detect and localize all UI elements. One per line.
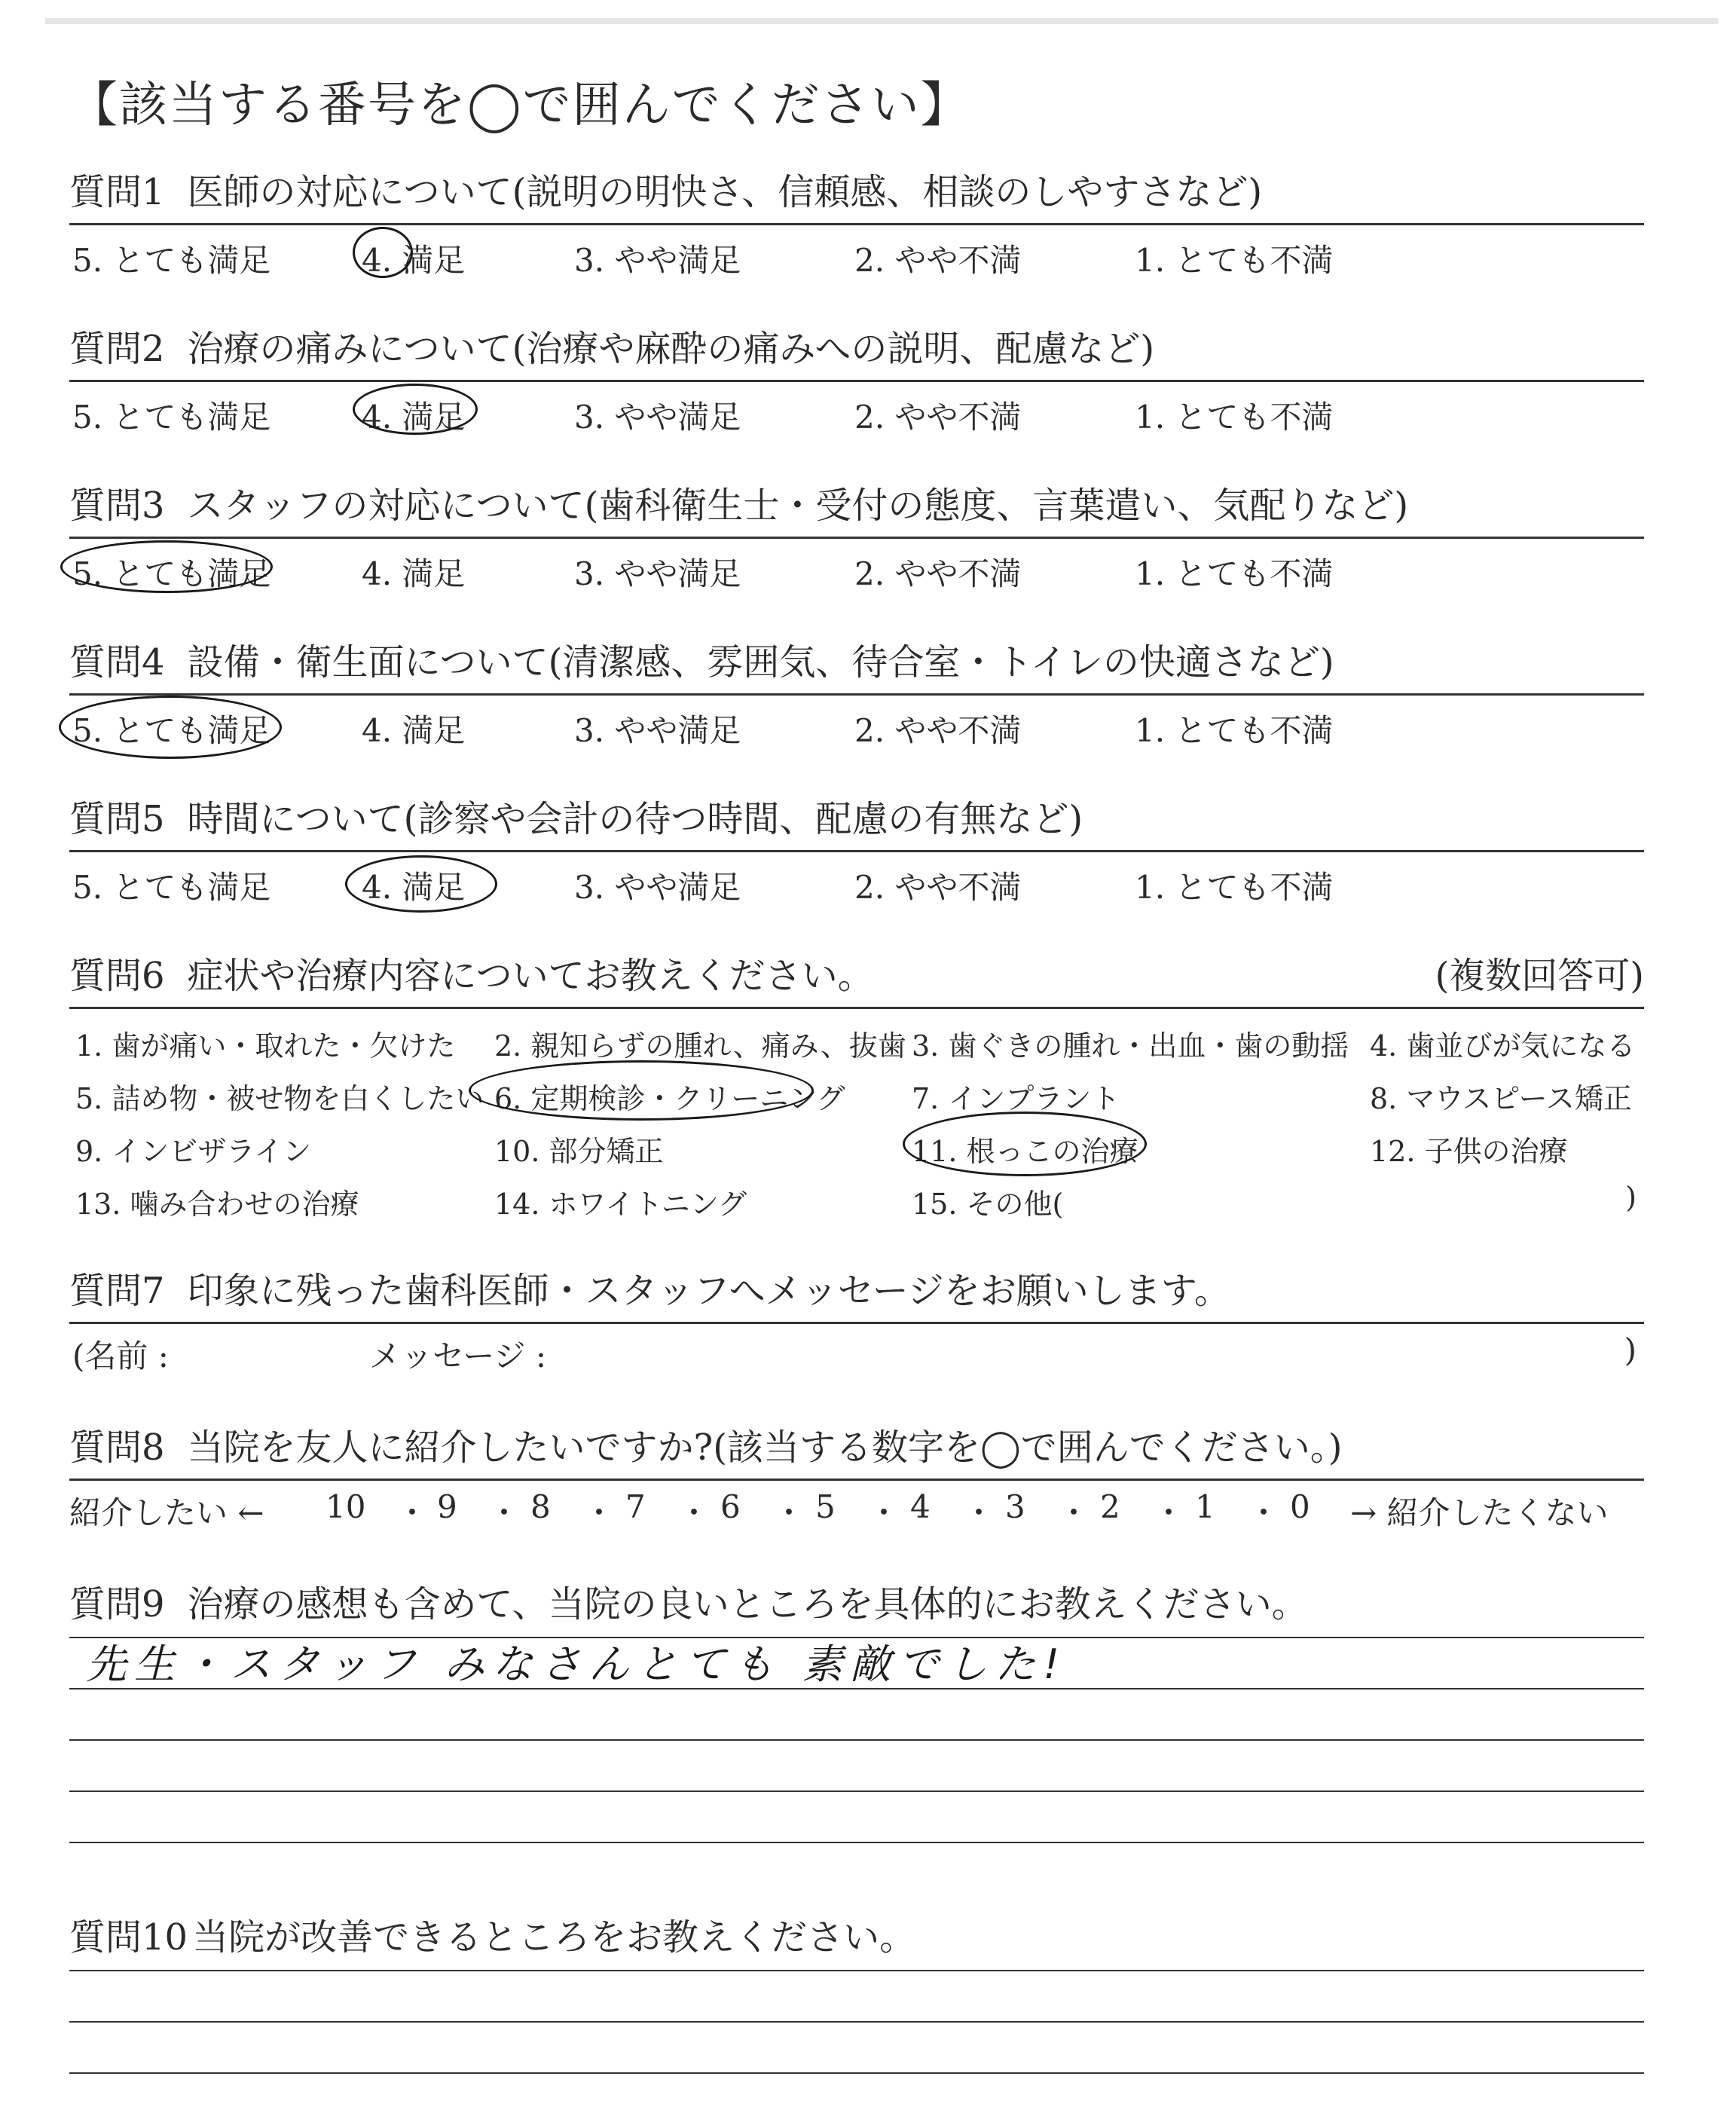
scale-value[interactable]: 0: [1290, 1488, 1310, 1525]
question-number: 質問10: [69, 1916, 188, 1959]
treatment-option-other[interactable]: 15. その他(: [912, 1188, 1064, 1221]
treatment-option[interactable]: 14. ホワイトニング: [494, 1188, 747, 1221]
question-number: 質問7: [69, 1270, 165, 1312]
scale-separator: ・: [1058, 1494, 1090, 1531]
treatment-option[interactable]: 6. 定期検診・クリーニング: [494, 1082, 845, 1115]
treatment-option[interactable]: 7. インプラント: [912, 1082, 1120, 1115]
question-4-header: [69, 638, 1644, 687]
question-number: 質問5: [69, 798, 165, 840]
question-2-header: [69, 324, 1644, 374]
option-5[interactable]: 5. とても満足: [72, 712, 271, 749]
option-1[interactable]: 1. とても不満: [1135, 555, 1334, 592]
message-fields: [69, 1324, 1644, 1377]
option-4[interactable]: 4. 満足: [362, 242, 466, 279]
scale-separator: ・: [773, 1494, 805, 1531]
option-2[interactable]: 2. やや不満: [854, 555, 1022, 592]
option-2[interactable]: 2. やや不満: [854, 869, 1022, 906]
treatment-option[interactable]: 4. 歯並びが気になる: [1370, 1029, 1636, 1063]
treatment-option[interactable]: 3. 歯ぐきの腫れ・出血・歯の動揺: [912, 1029, 1349, 1063]
question-text: 印象に残った歯科医師・スタッフへメッセージをお願いします。: [187, 1270, 1230, 1312]
treatment-option[interactable]: 8. マウスピース矯正: [1370, 1082, 1632, 1115]
option-5[interactable]: 5. とても満足: [72, 555, 271, 592]
question-5: [69, 794, 1644, 906]
answer-line: [69, 1970, 1644, 1971]
option-5[interactable]: 5. とても満足: [72, 869, 271, 906]
answer-line: [69, 1739, 1644, 1741]
option-1[interactable]: 1. とても不満: [1135, 242, 1334, 279]
question-text: 医師の対応について(説明の明快さ、信頼感、相談のしやすさなど): [187, 171, 1263, 213]
hand-drawn-circle: [345, 855, 497, 913]
scale-value[interactable]: 9: [437, 1488, 457, 1525]
scale-value[interactable]: 1: [1195, 1488, 1215, 1525]
scale-right-label: → 紹介したくない: [1350, 1494, 1609, 1531]
question-text: 治療の痛みについて(治療や麻酔の痛みへの説明、配慮など): [187, 328, 1155, 370]
question-9: [69, 1579, 1644, 1843]
question-number: 質問4: [69, 641, 165, 683]
option-2[interactable]: 2. やや不満: [854, 399, 1022, 436]
treatment-option[interactable]: 5. 詰め物・被せ物を白くしたい: [75, 1082, 484, 1115]
option-4[interactable]: 4. 満足: [362, 399, 466, 436]
question-7: [69, 1266, 1644, 1377]
question-number: 質問8: [69, 1427, 165, 1469]
divider: [69, 1007, 1644, 1009]
hand-drawn-circle: [353, 227, 413, 278]
treatment-option[interactable]: 1. 歯が痛い・取れた・欠けた: [75, 1029, 456, 1063]
option-3[interactable]: 3. やや満足: [574, 399, 741, 436]
treatment-option[interactable]: 2. 親知らずの腫れ、痛み、抜歯: [494, 1029, 906, 1063]
option-3[interactable]: 3. やや満足: [574, 712, 741, 749]
question-text: 当院を友人に紹介したいですか?(該当する数字を◯で囲んでください。): [187, 1427, 1343, 1469]
question-text: 治療の感想も含めて、当院の良いところを具体的にお教えください。: [187, 1583, 1308, 1625]
scale-separator: ・: [1153, 1494, 1185, 1531]
scale-separator: ・: [488, 1494, 521, 1531]
question-text: 設備・衛生面について(清潔感、雰囲気、待合室・トイレの快適さなど): [187, 641, 1334, 683]
question-text: 症状や治療内容についてお教えください。: [187, 955, 874, 997]
question-9-header: [69, 1579, 1644, 1629]
scale-separator: ・: [868, 1494, 900, 1531]
option-4[interactable]: 4. 満足: [362, 869, 466, 906]
question-6-header: [69, 951, 1644, 1001]
scale-separator: ・: [963, 1494, 995, 1531]
option-1[interactable]: 1. とても不満: [1135, 399, 1334, 436]
hand-drawn-circle: [353, 384, 478, 435]
option-5[interactable]: 5. とても満足: [72, 242, 271, 279]
option-2[interactable]: 2. やや不満: [854, 242, 1022, 279]
question-number: 質問3: [69, 485, 165, 527]
close-paren: ): [1625, 1181, 1637, 1214]
scale-separator: ・: [678, 1494, 711, 1531]
answer-line: [69, 2021, 1644, 2023]
hand-drawn-circle: [60, 540, 273, 593]
question-3: [69, 481, 1644, 592]
question-1-header: [69, 167, 1644, 217]
scale-value[interactable]: 4: [910, 1488, 931, 1525]
answer-line: [69, 2072, 1644, 2074]
answer-line: [69, 1842, 1644, 1843]
scale-value[interactable]: 3: [1005, 1488, 1025, 1525]
scale-value[interactable]: 6: [720, 1488, 741, 1525]
treatment-option[interactable]: 10. 部分矯正: [494, 1135, 664, 1168]
scale-separator: ・: [583, 1494, 616, 1531]
option-3[interactable]: 3. やや満足: [574, 869, 741, 906]
rating-options: [69, 225, 1644, 279]
option-1[interactable]: 1. とても不満: [1135, 869, 1334, 906]
option-3[interactable]: 3. やや満足: [574, 242, 741, 279]
question-10: [69, 1913, 1644, 2074]
question-text: 当院が改善できるところをお教えください。: [192, 1916, 916, 1959]
scale-value[interactable]: 5: [815, 1488, 836, 1525]
recommend-scale: [69, 1481, 1644, 1534]
option-1[interactable]: 1. とても不満: [1135, 712, 1334, 749]
rating-options: [69, 696, 1644, 749]
question-number: 質問6: [69, 955, 165, 997]
option-5[interactable]: 5. とても満足: [72, 399, 271, 436]
hand-drawn-circle: [469, 1060, 814, 1121]
treatment-options: [69, 1023, 1644, 1241]
question-number: 質問9: [69, 1583, 165, 1625]
question-8-header: [69, 1423, 1644, 1472]
hand-drawn-circle: [59, 696, 282, 759]
scan-top-edge: [45, 18, 1718, 24]
scale-value[interactable]: 10: [326, 1488, 366, 1525]
option-4[interactable]: 4. 満足: [362, 555, 466, 592]
page-title: 【該当する番号を◯で囲んでください】: [69, 78, 970, 133]
question-10-header: [69, 1913, 1644, 1962]
treatment-option[interactable]: 12. 子供の治療: [1370, 1135, 1568, 1168]
question-5-header: [69, 794, 1644, 844]
question-3-header: [69, 481, 1644, 531]
close-paren: ): [1624, 1332, 1637, 1368]
scale-value[interactable]: 8: [530, 1488, 551, 1525]
option-3[interactable]: 3. やや満足: [574, 555, 741, 592]
question-7-header: [69, 1266, 1644, 1316]
scale-value[interactable]: 7: [625, 1488, 646, 1525]
question-number: 質問1: [69, 171, 165, 213]
handwritten-answer[interactable]: 先生・スタッフ みなさんとても 素敵でした!: [86, 1641, 1067, 1688]
question-6: [69, 951, 1644, 1241]
question-4: [69, 638, 1644, 749]
rating-options: [69, 382, 1644, 436]
rating-options: [69, 852, 1644, 906]
scale-separator: ・: [1248, 1494, 1280, 1531]
option-2[interactable]: 2. やや不満: [854, 712, 1022, 749]
treatment-option[interactable]: 13. 噛み合わせの治療: [75, 1188, 359, 1221]
option-4[interactable]: 4. 満足: [362, 712, 466, 749]
name-label: (名前 :: [72, 1338, 169, 1375]
scale-left-label: 紹介したい ←: [69, 1494, 264, 1531]
question-text: スタッフの対応について(歯科衛生士・受付の態度、言葉遣い、気配りなど): [187, 485, 1409, 527]
hand-drawn-circle: [903, 1112, 1147, 1176]
message-label[interactable]: メッセージ :: [369, 1338, 546, 1375]
question-2: [69, 324, 1644, 436]
scale-value[interactable]: 2: [1100, 1488, 1120, 1525]
scale-separator: ・: [396, 1494, 429, 1531]
question-number: 質問2: [69, 328, 165, 370]
question-1: [69, 167, 1644, 279]
answer-line: [69, 1790, 1644, 1792]
rating-options: [69, 539, 1644, 592]
treatment-option[interactable]: 11. 根っこの治療: [912, 1135, 1138, 1168]
treatment-option[interactable]: 9. インビザライン: [75, 1135, 312, 1168]
multiple-answers-note: (複数回答可): [1435, 955, 1644, 997]
question-text: 時間について(診察や会計の待つ時間、配慮の有無など): [187, 798, 1083, 840]
question-8: [69, 1423, 1644, 1534]
